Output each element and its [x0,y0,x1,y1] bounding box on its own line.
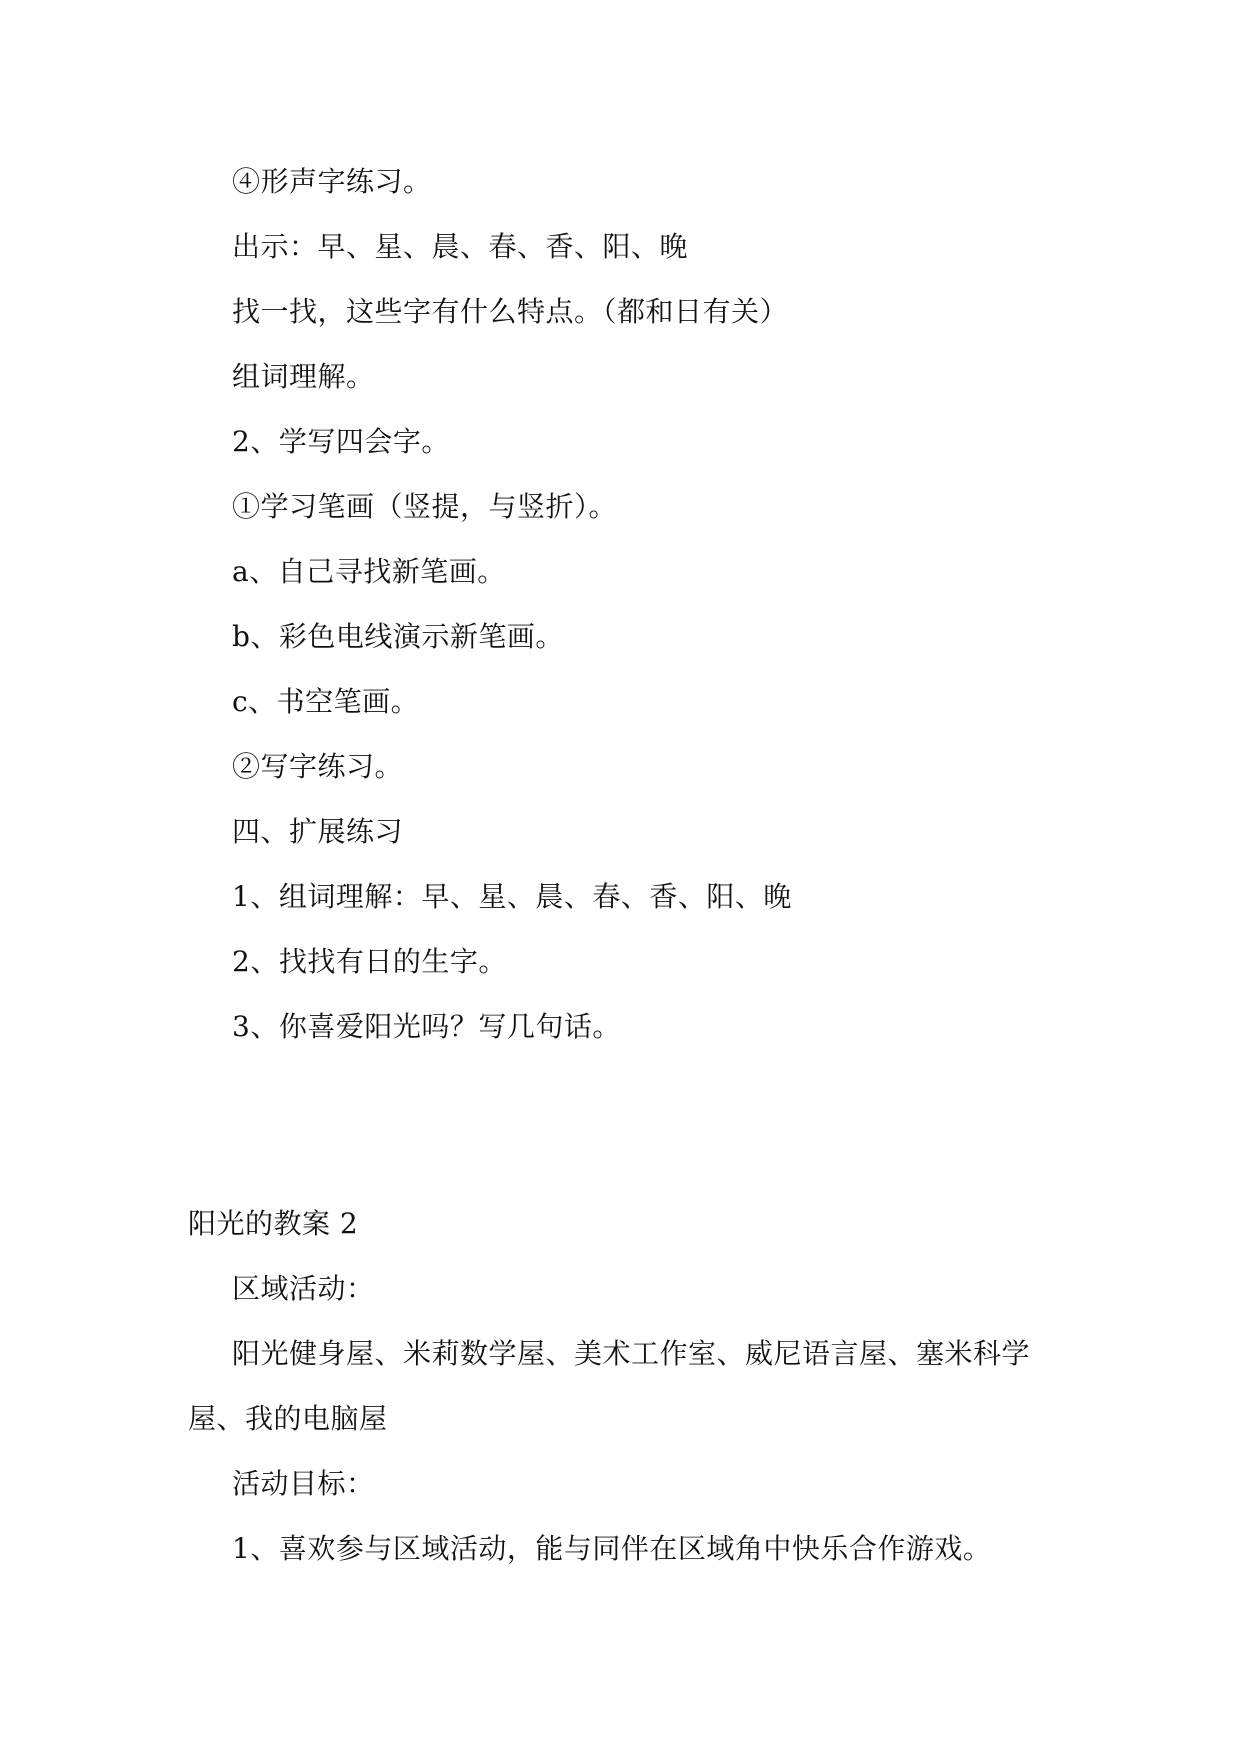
paragraph: 1、组词理解：早、星、晨、春、香、阳、晚 [232,880,792,913]
document-title: 阳光的教案 2 [188,1207,359,1240]
paragraph: 3、你喜爱阳光吗？写几句话。 [232,1010,621,1043]
paragraph: ④形声字练习。 [232,165,432,198]
paragraph: b、彩色电线演示新笔画。 [232,620,564,653]
paragraph: ②写字练习。 [232,750,404,783]
section-heading: 四、扩展练习 [232,815,404,848]
paragraph: c、书空笔画。 [232,685,420,718]
paragraph: ①学习笔画（竖提，与竖折）。 [232,490,618,523]
paragraph: 1、喜欢参与区域活动，能与同伴在区域角中快乐合作游戏。 [232,1532,992,1565]
paragraph: 阳光健身屋、米莉数学屋、美术工作室、威尼语言屋、塞米科学 [232,1337,1031,1370]
paragraph-continuation: 屋、我的电脑屋 [188,1402,388,1435]
paragraph: 出示：早、星、晨、春、香、阳、晚 [232,230,689,263]
paragraph: 区域活动： [232,1272,375,1305]
paragraph: 活动目标： [232,1467,375,1500]
paragraph: a、自己寻找新笔画。 [232,555,506,588]
paragraph: 找一找，这些字有什么特点。（都和日有关） [232,295,789,328]
paragraph: 组词理解。 [232,360,375,393]
paragraph: 2、学写四会字。 [232,425,450,458]
paragraph: 2、找找有日的生字。 [232,945,507,978]
